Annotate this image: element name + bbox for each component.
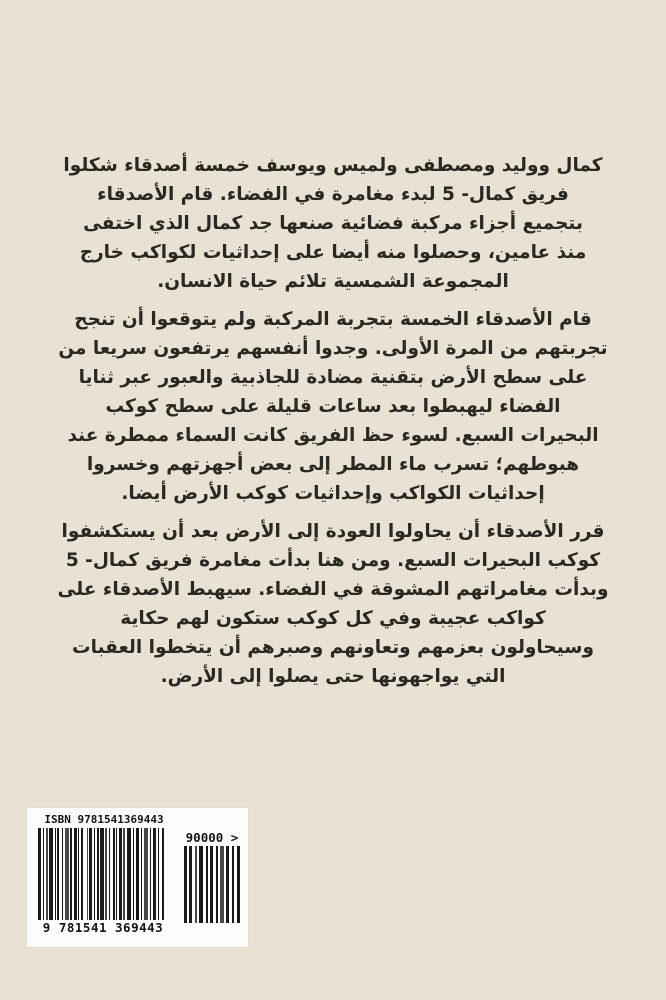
text-line: بتجميع أجزاء مركبة فضائية صنعها جد كمال الذي اختفى: [83, 213, 583, 234]
synopsis-paragraph-3: [0, 517, 666, 691]
text-line: كواكب عجيبة وفي كل كوكب ستكون لهم حكاية: [120, 608, 546, 629]
text-line: إحداثيات الكواكب وإحداثيات كوكب الأرض أيضا.: [121, 483, 545, 504]
text-line: قرر الأصدقاء أن يحاولوا العودة إلى الأرض بعد أن يستكشفوا: [61, 521, 605, 542]
text-line: الفضاء ليهبطوا بعد ساعات قليلة على سطح كوكب: [105, 396, 561, 417]
text-line: فريق كمال- 5 لبدء مغامرة في الفضاء. قام الأصدقاء: [97, 184, 569, 205]
text-line: المجموعة الشمسية تلائم حياة الانسان.: [157, 271, 509, 292]
synopsis-paragraph-2: [0, 305, 666, 508]
synopsis-paragraph-1: [0, 151, 666, 296]
text-line: على سطح الأرض بتقنية مضادة للجاذبية والعبور عبر ثنايا: [78, 367, 588, 388]
text-line: هبوطهم؛ تسرب ماء المطر إلى بعض أجهزتهم وخسروا: [86, 454, 580, 475]
isbn-label: ISBN 9781541369443: [44, 813, 164, 826]
text-line: كوكب البحيرات السبع. ومن هنا بدأت مغامرة فريق كمال- 5: [65, 550, 601, 571]
text-line: قام الأصدقاء الخمسة بتجربة المركبة ولم يتوقعوا أن تنجح: [74, 309, 592, 330]
synopsis-section: [0, 151, 666, 700]
supplemental-barcode-image: [184, 846, 240, 923]
price-code-label: 90000 >: [185, 830, 239, 845]
text-line: وبدأت مغامراتهم المشوقة في الفضاء. سيهبط الأصدقاء على: [57, 579, 609, 600]
barcode-bar: [237, 846, 240, 923]
text-line: منذ عامين، وحصلوا منه أيضا على إحداثيات لكواكب خارج: [79, 242, 587, 263]
text-line: التي يواجهونها حتى يصلوا إلى الأرض.: [160, 666, 506, 687]
text-line: وسيحاولون بعزمهم وتعاونهم وصبرهم أن يتخطوا العقبات: [72, 637, 594, 658]
text-line: كمال ووليد ومصطفى ولميس ويوسف خمسة أصدقاء شكلوا: [63, 155, 603, 176]
ean13-barcode-image: [38, 828, 164, 926]
barcode-panel: [27, 808, 248, 947]
text-line: تجربتهم من المرة الأولى. وجدوا أنفسهم يرتفعون سريعا من: [58, 338, 608, 359]
barcode-bar: [162, 828, 164, 926]
isbn-digits: 9 781541 369443: [30, 920, 176, 935]
text-line: البحيرات السبع. لسوء حظ الفريق كانت السماء ممطرة عند: [67, 425, 599, 446]
